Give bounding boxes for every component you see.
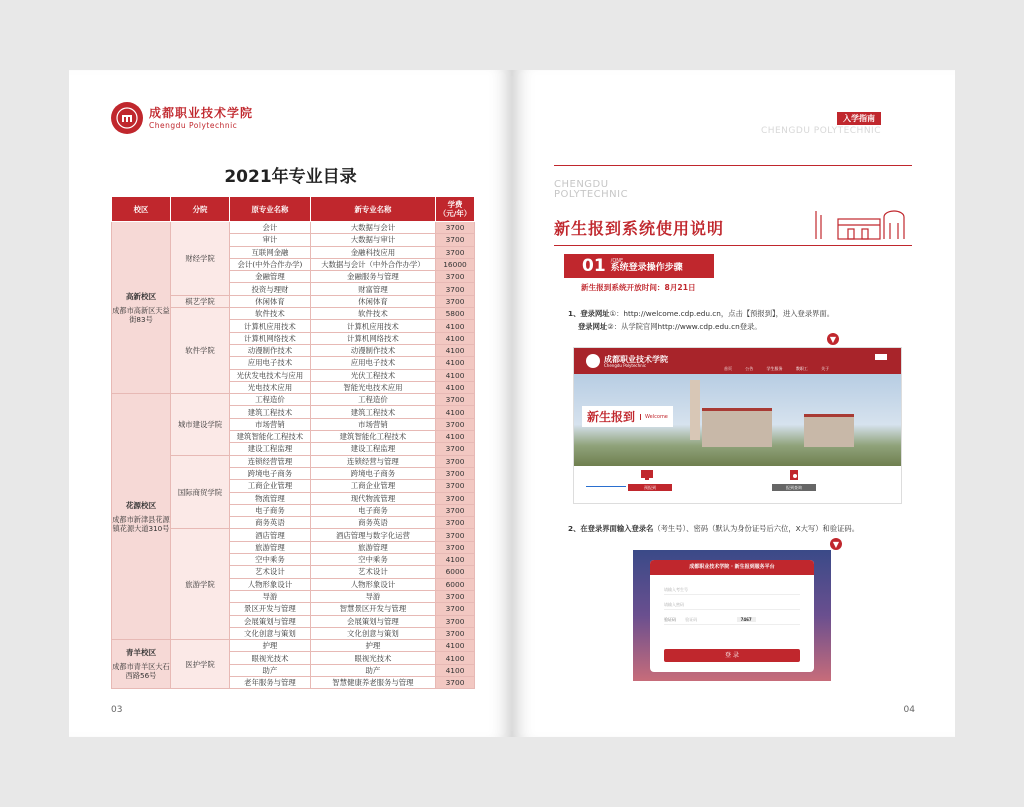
tuition-cell: 4100 (436, 332, 475, 344)
campus-name: 高新校区 (125, 291, 157, 301)
old-major-cell: 软件技术 (230, 308, 311, 320)
old-major-cell: 酒店管理 (230, 529, 311, 541)
new-major-cell: 金融科技应用 (310, 246, 435, 258)
register-query-button[interactable]: 报到查询 (772, 484, 816, 491)
new-major-cell: 大数据与审计 (310, 234, 435, 246)
new-major-cell: 财富管理 (310, 283, 435, 295)
catalog-title: 2021年专业目录 (224, 167, 357, 187)
pre-register-button[interactable]: 预报到 (628, 484, 672, 491)
campus-address: 成都市青羊区大石西路56号 (112, 662, 170, 681)
new-major-cell: 智慧健康养老服务与管理 (310, 676, 435, 688)
tuition-cell: 4100 (436, 369, 475, 381)
new-major-cell: 休闲体育 (310, 295, 435, 307)
tuition-cell: 4100 (436, 652, 475, 664)
new-major-cell: 现代物流管理 (310, 492, 435, 504)
header-en: CHENGDU POLYTECHNIC (760, 126, 881, 136)
college-cell: 国际商贸学院 (171, 455, 230, 529)
old-major-cell: 计算机网络技术 (230, 332, 311, 344)
old-major-cell: 景区开发与管理 (230, 603, 311, 615)
old-major-cell: 连锁经营管理 (230, 455, 311, 467)
new-major-cell: 跨境电子商务 (310, 467, 435, 479)
portal-hero (574, 374, 901, 466)
login-title: 成都职业技术学院 · 新生报到服务平台 (650, 560, 814, 575)
tuition-cell: 4100 (436, 320, 475, 332)
watermark-line2: POLYTECHNIC (554, 189, 629, 200)
table-row (112, 222, 475, 234)
arrow-down-icon: ▼ (827, 333, 839, 345)
tuition-cell: 3700 (436, 590, 475, 602)
new-major-cell: 光伏工程技术 (310, 369, 435, 381)
tuition-cell: 4100 (436, 381, 475, 393)
portal-login-link[interactable] (875, 354, 887, 360)
tuition-cell: 3700 (436, 541, 475, 553)
hero-building (804, 414, 854, 447)
old-major-cell: 金融管理 (230, 271, 311, 283)
watermark-line1: CHENGDU (554, 179, 609, 190)
pointer-arrow (586, 486, 626, 487)
tuition-cell: 3700 (436, 271, 475, 283)
old-major-cell: 会计 (230, 222, 311, 234)
tuition-cell: 3700 (436, 615, 475, 627)
portal-logo-en: Chengdu Polytechnic (604, 362, 647, 368)
tuition-cell: 3700 (436, 455, 475, 467)
college-cell: 旅游学院 (171, 529, 230, 640)
old-major-cell: 市场营销 (230, 418, 311, 430)
tuition-cell: 3700 (436, 517, 475, 529)
portal-nav (574, 348, 901, 374)
college-cell: 医护学院 (171, 640, 230, 689)
campus-cell (112, 222, 171, 394)
new-major-cell: 工商企业管理 (310, 480, 435, 492)
username-input[interactable]: 请输入考生号 (664, 586, 800, 595)
college-emblem-icon (111, 102, 143, 134)
old-major-cell: 动漫制作技术 (230, 344, 311, 356)
college-logo (111, 102, 253, 134)
old-major-cell: 护理 (230, 640, 311, 652)
new-major-cell: 导游 (310, 590, 435, 602)
tuition-cell: 3700 (436, 443, 475, 455)
new-major-cell: 建筑工程技术 (310, 406, 435, 418)
login-button[interactable]: 登 录 (664, 649, 800, 662)
old-major-cell: 导游 (230, 590, 311, 602)
inst2-label: 2、在登录界面输入登录名 (568, 524, 654, 533)
page-number-right: 04 (903, 705, 915, 715)
inst1-b-text: ②：从学院官网http://www.cdp.edu.cn登录。 (607, 322, 762, 331)
new-major-cell: 智慧景区开发与管理 (310, 603, 435, 615)
left-page (69, 70, 512, 737)
password-input[interactable]: 请输入密码 (664, 601, 800, 610)
old-major-cell: 休闲体育 (230, 295, 311, 307)
old-major-cell: 投资与理财 (230, 283, 311, 295)
tuition-cell: 3700 (436, 529, 475, 541)
tuition-cell: 4100 (436, 406, 475, 418)
banner-cn: 新生报到 (587, 410, 636, 424)
new-major-cell: 助产 (310, 664, 435, 676)
old-major-cell: 建设工程监理 (230, 443, 311, 455)
column-header: 分院 (171, 197, 230, 222)
old-major-cell: 工程造价 (230, 394, 311, 406)
old-major-cell: 应用电子技术 (230, 357, 311, 369)
tuition-cell: 3700 (436, 504, 475, 516)
header-divider (554, 165, 912, 166)
old-major-cell: 文化创意与策划 (230, 627, 311, 639)
old-major-cell: 物流管理 (230, 492, 311, 504)
login-card (650, 560, 814, 672)
watermark-text (554, 180, 628, 200)
new-major-cell: 旅游管理 (310, 541, 435, 553)
title-divider (554, 245, 912, 246)
old-major-cell: 审计 (230, 234, 311, 246)
header-tag: 入学指南 (837, 112, 881, 125)
tuition-cell: 3700 (436, 283, 475, 295)
new-major-cell: 计算机应用技术 (310, 320, 435, 332)
new-major-cell: 电子商务 (310, 504, 435, 516)
table-row (112, 394, 475, 406)
inst2-text: （考生号）、密码（默认为身份证号后六位，X大写）和验证码。 (653, 524, 860, 533)
old-major-cell: 互联网金融 (230, 246, 311, 258)
new-major-cell: 智能光电技术应用 (310, 381, 435, 393)
new-major-cell: 建设工程监理 (310, 443, 435, 455)
old-major-cell: 光电技术应用 (230, 381, 311, 393)
tuition-cell: 5800 (436, 308, 475, 320)
step-text: 系统登录操作步骤 (610, 263, 683, 273)
new-major-cell: 文化创意与策划 (310, 627, 435, 639)
tuition-cell: 3700 (436, 676, 475, 688)
old-major-cell: 旅游管理 (230, 541, 311, 553)
old-major-cell: 助产 (230, 664, 311, 676)
portal-screenshot (573, 347, 902, 504)
hero-tower (690, 380, 700, 440)
college-cell: 棋艺学院 (171, 295, 230, 307)
tuition-cell: 3700 (436, 480, 475, 492)
instruction-1 (568, 307, 834, 333)
monitor-icon (640, 469, 654, 481)
inst1-a-text: ①：http://welcome.cdp.edu.cn，点击【预报到】，进入登录界面。 (609, 309, 835, 318)
logo-en: Chengdu Polytechnic (149, 120, 238, 130)
new-major-cell: 会展策划与管理 (310, 615, 435, 627)
captcha-row (664, 616, 800, 625)
campus-name: 花源校区 (125, 500, 157, 510)
old-major-cell: 电子商务 (230, 504, 311, 516)
major-catalog-table (111, 196, 475, 689)
old-major-cell: 商务英语 (230, 517, 311, 529)
captcha-code[interactable]: 7467 (737, 617, 756, 622)
tuition-cell: 6000 (436, 566, 475, 578)
tuition-cell: 4100 (436, 431, 475, 443)
portal-logo-cn: 成都职业技术学院 (604, 353, 668, 364)
campus-cell (112, 640, 171, 689)
tuition-cell: 6000 (436, 578, 475, 590)
portal-menu[interactable]: 首页 公告 学生服务 教职工 关于 (724, 366, 830, 371)
welcome-banner (582, 406, 673, 427)
instruction-2 (568, 522, 859, 535)
new-major-cell: 艺术设计 (310, 566, 435, 578)
old-major-cell: 人物形象设计 (230, 578, 311, 590)
banner-en: Welcome (640, 414, 668, 420)
old-major-cell: 会计(中外合作办学) (230, 258, 311, 270)
new-major-cell: 市场营销 (310, 418, 435, 430)
inst1-a-label: 1、登录网址 (568, 309, 610, 318)
open-time (581, 282, 696, 293)
new-major-cell: 眼视光技术 (310, 652, 435, 664)
campus-cell (112, 394, 171, 640)
new-major-cell: 应用电子技术 (310, 357, 435, 369)
portal-emblem-icon (586, 354, 600, 368)
section-title: 新生报到系统使用说明 (554, 219, 725, 238)
arrow-down-icon: ▼ (830, 538, 842, 550)
column-header: 原专业名称 (230, 197, 311, 222)
campus-address: 成都市高新区天益街83号 (112, 305, 170, 324)
tuition-cell: 3700 (436, 492, 475, 504)
captcha-input[interactable]: 验证码 (685, 617, 698, 622)
captcha-label: 验证码 (664, 617, 676, 622)
new-major-cell: 金融服务与管理 (310, 271, 435, 283)
campus-building-icon (812, 207, 917, 245)
new-major-cell: 大数据与会计（中外合作办学） (310, 258, 435, 270)
step-banner (564, 254, 714, 278)
open-time-text: 新生报到系统开放时间：8月21日 (581, 283, 696, 292)
new-major-cell: 护理 (310, 640, 435, 652)
campus-name: 青羊校区 (125, 648, 157, 658)
tuition-cell: 4100 (436, 554, 475, 566)
tuition-cell: 3700 (436, 295, 475, 307)
new-major-cell: 计算机网络技术 (310, 332, 435, 344)
new-major-cell: 工程造价 (310, 394, 435, 406)
new-major-cell: 商务英语 (310, 517, 435, 529)
tuition-cell: 3700 (436, 222, 475, 234)
new-major-cell: 软件技术 (310, 308, 435, 320)
old-major-cell: 建筑工程技术 (230, 406, 311, 418)
tuition-cell: 3700 (436, 627, 475, 639)
tuition-cell: 4100 (436, 344, 475, 356)
hero-building (702, 408, 772, 447)
step-one: /ONE (610, 258, 624, 264)
new-major-cell: 空中乘务 (310, 554, 435, 566)
old-major-cell: 跨境电子商务 (230, 467, 311, 479)
old-major-cell: 光伏发电技术与应用 (230, 369, 311, 381)
old-major-cell: 工商企业管理 (230, 480, 311, 492)
old-major-cell: 建筑智能化工程技术 (230, 431, 311, 443)
tuition-cell: 16000 (436, 258, 475, 270)
column-header: 新专业名称 (310, 197, 435, 222)
tuition-cell: 3700 (436, 418, 475, 430)
campus-address: 成都市新津县花源镇花源大道310号 (112, 514, 170, 533)
tuition-cell: 3700 (436, 246, 475, 258)
college-cell: 城市建设学院 (171, 394, 230, 455)
college-cell: 软件学院 (171, 308, 230, 394)
old-major-cell: 眼视光技术 (230, 652, 311, 664)
tuition-cell: 4100 (436, 664, 475, 676)
tuition-cell: 4100 (436, 357, 475, 369)
column-header: 学费 （元/年） (436, 197, 475, 222)
right-page (512, 70, 955, 737)
page-number-left: 03 (111, 705, 123, 715)
column-header: 校区 (112, 197, 171, 222)
tuition-cell: 3700 (436, 234, 475, 246)
step-number: 01 (582, 256, 606, 276)
new-major-cell: 连锁经营与管理 (310, 455, 435, 467)
old-major-cell: 艺术设计 (230, 566, 311, 578)
new-major-cell: 大数据与会计 (310, 222, 435, 234)
tuition-cell: 3700 (436, 394, 475, 406)
logo-cn: 成都职业技术学院 (149, 105, 254, 120)
old-major-cell: 老年服务与管理 (230, 676, 311, 688)
running-header (761, 106, 881, 136)
document-search-icon (788, 469, 800, 481)
tuition-cell: 4100 (436, 640, 475, 652)
table-row (112, 640, 475, 652)
new-major-cell: 动漫制作技术 (310, 344, 435, 356)
new-major-cell: 建筑智能化工程技术 (310, 431, 435, 443)
old-major-cell: 空中乘务 (230, 554, 311, 566)
old-major-cell: 计算机应用技术 (230, 320, 311, 332)
new-major-cell: 人物形象设计 (310, 578, 435, 590)
tuition-cell: 3700 (436, 467, 475, 479)
college-cell: 财经学院 (171, 222, 230, 296)
inst1-b-label: 登录网址 (578, 322, 608, 331)
tuition-cell: 3700 (436, 603, 475, 615)
new-major-cell: 酒店管理与数字化运营 (310, 529, 435, 541)
login-screenshot (633, 550, 831, 681)
old-major-cell: 会展策划与管理 (230, 615, 311, 627)
